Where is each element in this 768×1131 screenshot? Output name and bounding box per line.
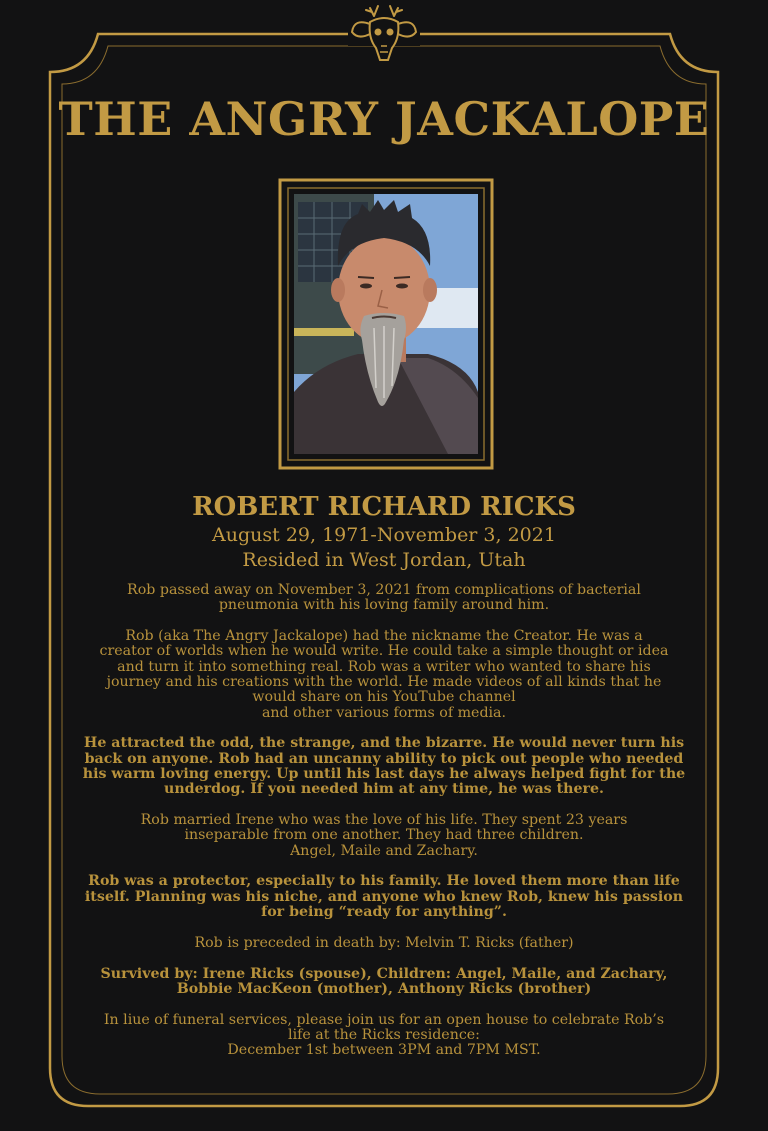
paragraph-marriage: Rob married Irene who was the love of his life. They spent 23 years inseparable from one another. They had three children. Angel, Maile and Zachary.	[140, 812, 628, 859]
paragraph-protector: Rob was a protector, especially to his family. He loved them more than life itself. Planning was his niche, and anyone who knew Rob, knew his passion for being “ready for anything”.	[84, 873, 684, 921]
jackalope-skull-icon	[348, 6, 420, 60]
obituary-text	[70, 583, 698, 1074]
page-title: THE ANGRY JACKALOPE	[58, 92, 710, 146]
residence: Resided in West Jordan, Utah	[242, 549, 526, 571]
paragraph-survived: Survived by: Irene Ricks (spouse), Children: Angel, Maile, and Zachary, Bobbie MacKeon (mother), Anthony Ricks (brother)	[100, 965, 668, 997]
life-dates: August 29, 1971-November 3, 2021	[212, 524, 556, 546]
paragraph-character: He attracted the odd, the strange, and the bizarre. He would never turn his back on anyone. Rob had an uncanny ability to pick out people who needed his warm loving energy. Up until his last days he always helped fight for the underdog. If you needed him at any time, he was there.	[82, 735, 686, 798]
portrait-frame	[278, 178, 494, 470]
paragraph-services: In liue of funeral services, please join us for an open house to celebrate Rob’s life at the Ricks residence: December 1st between 3PM and 7PM MST.	[103, 1011, 665, 1059]
man-portrait	[294, 194, 478, 454]
paragraph-preceded: Rob is preceded in death by: Melvin T. Ricks (father)	[194, 934, 574, 951]
paragraph-creator: Rob (aka The Angry Jackalope) had the nickname the Creator. He was a creator of worlds when he would write. He could take a simple thought or idea and turn it into something real. Rob was a writer who wanted to share his journey and his creations with the world. He made videos of all kinds that he would share on his YouTube channel and other various forms of media.	[99, 628, 669, 721]
paragraph-passing: Rob passed away on November 3, 2021 from complications of bacterial pneumonia with his loving family around him.	[127, 582, 641, 614]
person-name: ROBERT RICHARD RICKS	[192, 492, 576, 522]
